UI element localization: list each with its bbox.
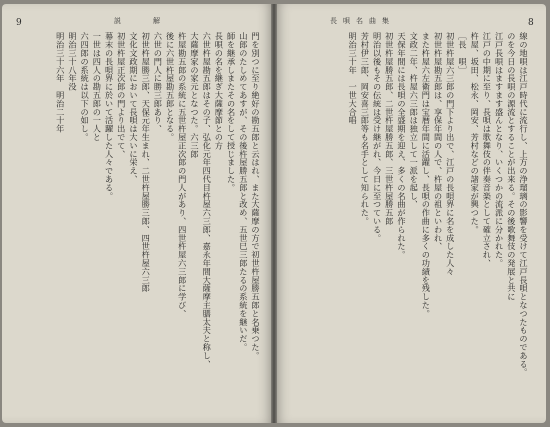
right-page-body-text: 線の地唄は江戸時代に流行し、上方の浄瑠璃の影響を受けて江戸長唄となつたものである。 のを今日の長唄の源流とすることが出来る。その後歌舞伎の発展と共に 江戸長唄はますます盛んとなり、いくつかの流派に分かれた。 江戸の中期に至り、長唄は歌舞伎の伴奏音楽として確立され、 杵屋、坂田、松永、岡安、芳村などの諸家が興つた。 ［長 唄］ 初世杵屋六三郎の門下より出で、江戸の長唄界に名を成した人々 初世杵屋勘五郎は、享保年間の人で、杵屋の祖といわれ、 また杵屋六左衛門は宝暦年間に活躍し、長唄の作曲に多くの功績を残した。 文政二年、杵屋六三郎は独立して一派を起し、 天保年間には長唄の全盛期を迎え、多くの名曲が作られた。 初世杵屋勝五郎、二世杵屋勝五郎、三世杵屋勝五郎 明治以後もその伝統は受け継がれ、今日に至つている。 芳村伊三郎、岡安喜三郎等も名手として知られた。 明治三十年 一世大合唱	[348, 32, 529, 377]
right-page-number: 8	[528, 18, 534, 28]
left-running-head: 説 解	[114, 17, 166, 25]
right-page	[274, 4, 546, 423]
right-running-head: 長唄名曲集	[330, 17, 395, 25]
left-page-body-text: 門を別つに至り絶好の勘五郎と云はれ、また大薩摩の方で初世杵屋勝五郎と名乗つた。 山郎のたしめてあすが、その後杵屋勝五郎と改め、五世巳三郎たるの系統を継いだ。 師を継承しまたその名をして授じました。 長唄の名を継ぎ大薩摩節との方 六世杵屋勘五郎はその子、弘化元年四代目杵屋六三郎、嘉永年間大薩摩主膳太夫と称し、 大薩摩家の家元となつた。六三郎 杵屋勘五郎の系統に五世杵屋正次郎の門人があり、四世杵屋六三郎に学び、 後に六世杵屋勘五郎となる。 六世の門人に勝三郎あり、 初世杵屋勝三郎、天保元年生まれ、二世杵屋勝三郎、四世杵屋六三郎 文化文政期において長唄は大いに栄え、 初世杵屋正次郎の門より出でて、 幕末の長唄界に於いて活躍した人々である。 一世は四人の勘五郎の一人と 六四郎の系統は以下の如し。 明治三十八年没 明治三十六年 明治二十年	[55, 32, 261, 368]
book-gutter	[271, 4, 277, 423]
left-page	[2, 4, 274, 423]
left-page-number: 9	[16, 18, 22, 28]
